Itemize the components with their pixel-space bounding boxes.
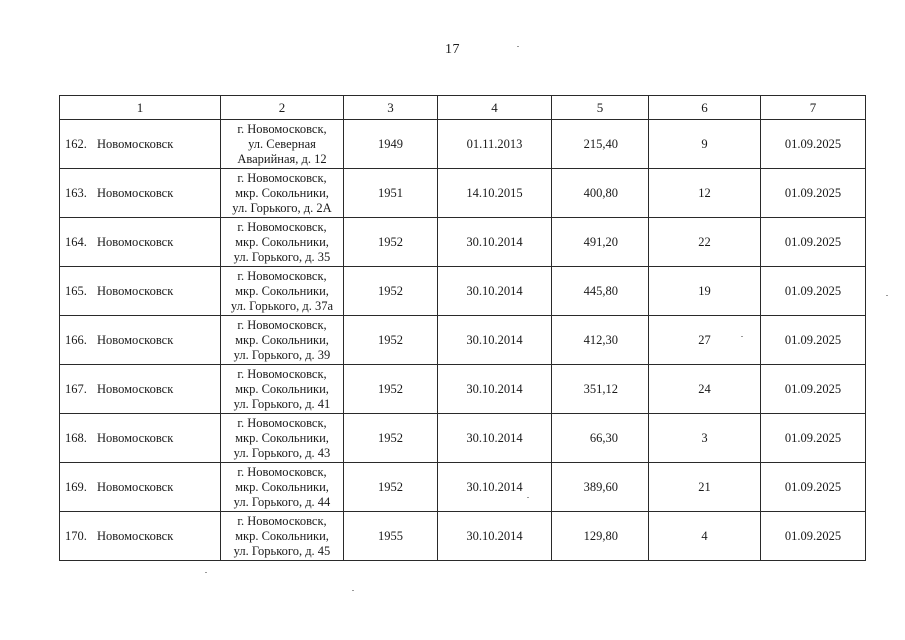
cell-date: 30.10.2014 — [438, 267, 552, 316]
row-number: 162. — [65, 136, 87, 151]
cell-name — [60, 463, 221, 512]
cell-residents: 24 — [649, 365, 761, 414]
cell-year: 1952 — [344, 267, 438, 316]
cell-residents: 21 — [649, 463, 761, 512]
row-number: 168. — [65, 430, 87, 445]
city-name: Новомосковск — [97, 136, 174, 151]
address-line: ул. Горького, д. 44 — [233, 494, 331, 509]
cell-residents: 3 — [649, 414, 761, 463]
cell-deadline: 01.09.2025 — [761, 365, 866, 414]
cell-name — [60, 316, 221, 365]
header-cell-3: 3 — [344, 96, 438, 120]
scan-speck — [517, 46, 519, 47]
address-line: г. Новомосковск, — [237, 219, 327, 234]
cell-date: 30.10.2014 — [438, 316, 552, 365]
cell-area: 389,60 — [552, 463, 649, 512]
cell-residents: 9 — [649, 120, 761, 169]
header-cell-5: 5 — [552, 96, 649, 120]
address-line: ул. Горького, д. 43 — [233, 445, 331, 460]
cell-year: 1952 — [344, 463, 438, 512]
table-row — [60, 414, 866, 463]
address-line: мкр. Сокольники, — [235, 185, 329, 200]
address-line: ул. Горького, д. 45 — [233, 543, 331, 558]
address-line: г. Новомосковск, — [237, 170, 327, 185]
cell-address — [221, 169, 344, 218]
cell-residents: 19 — [649, 267, 761, 316]
cell-year: 1952 — [344, 316, 438, 365]
cell-area: 66,30 — [552, 414, 649, 463]
cell-date: 01.11.2013 — [438, 120, 552, 169]
cell-name — [60, 169, 221, 218]
header-cell-6: 6 — [649, 96, 761, 120]
cell-area: 400,80 — [552, 169, 649, 218]
address-line: г. Новомосковск, — [237, 415, 327, 430]
cell-address — [221, 463, 344, 512]
address-line: г. Новомосковск, — [237, 121, 327, 136]
address-line: мкр. Сокольники, — [235, 479, 329, 494]
scan-speck — [741, 336, 743, 337]
address-line: Аварийная, д. 12 — [237, 151, 327, 166]
cell-year: 1952 — [344, 365, 438, 414]
table-row — [60, 169, 866, 218]
address-line: ул. Северная — [248, 136, 316, 151]
table-row — [60, 218, 866, 267]
row-number: 169. — [65, 479, 87, 494]
address-line: г. Новомосковск, — [237, 464, 327, 479]
address-line: ул. Горького, д. 2А — [232, 200, 332, 215]
address-line: мкр. Сокольники, — [235, 381, 329, 396]
cell-area: 445,80 — [552, 267, 649, 316]
table-row — [60, 512, 866, 561]
cell-area: 491,20 — [552, 218, 649, 267]
cell-address — [221, 316, 344, 365]
scan-speck — [527, 497, 529, 498]
city-name: Новомосковск — [97, 332, 174, 347]
address-line: мкр. Сокольники, — [235, 332, 329, 347]
table-row — [60, 316, 866, 365]
cell-date: 30.10.2014 — [438, 218, 552, 267]
address-line: г. Новомосковск, — [237, 513, 327, 528]
header-cell-1: 1 — [60, 96, 221, 120]
cell-address — [221, 365, 344, 414]
cell-deadline: 01.09.2025 — [761, 463, 866, 512]
cell-date: 30.10.2014 — [438, 365, 552, 414]
cell-residents: 22 — [649, 218, 761, 267]
cell-address — [221, 218, 344, 267]
cell-residents: 27 — [649, 316, 761, 365]
cell-area: 412,30 — [552, 316, 649, 365]
address-line: мкр. Сокольники, — [235, 430, 329, 445]
address-line: ул. Горького, д. 37а — [230, 298, 334, 313]
cell-year: 1952 — [344, 218, 438, 267]
header-cell-4: 4 — [438, 96, 552, 120]
address-line: мкр. Сокольники, — [235, 528, 329, 543]
address-line: г. Новомосковск, — [237, 366, 327, 381]
cell-name — [60, 120, 221, 169]
cell-name — [60, 512, 221, 561]
cell-date: 30.10.2014 — [438, 414, 552, 463]
header-row — [60, 96, 866, 120]
cell-deadline: 01.09.2025 — [761, 267, 866, 316]
city-name: Новомосковск — [97, 528, 174, 543]
cell-deadline: 01.09.2025 — [761, 169, 866, 218]
cell-area: 215,40 — [552, 120, 649, 169]
cell-year: 1952 — [344, 414, 438, 463]
row-number: 164. — [65, 234, 87, 249]
city-name: Новомосковск — [97, 283, 174, 298]
scan-speck — [352, 590, 354, 591]
cell-name — [60, 218, 221, 267]
table-row — [60, 365, 866, 414]
cell-deadline: 01.09.2025 — [761, 218, 866, 267]
row-number: 166. — [65, 332, 87, 347]
address-line: ул. Горького, д. 41 — [233, 396, 331, 411]
cell-area: 129,80 — [552, 512, 649, 561]
cell-deadline: 01.09.2025 — [761, 316, 866, 365]
scan-speck — [886, 295, 888, 296]
cell-address — [221, 120, 344, 169]
scan-speck — [205, 572, 207, 573]
table-body — [60, 120, 866, 561]
cell-address — [221, 414, 344, 463]
cell-date: 30.10.2014 — [438, 512, 552, 561]
cell-deadline: 01.09.2025 — [761, 512, 866, 561]
page-number: 17 — [445, 42, 460, 57]
row-number: 165. — [65, 283, 87, 298]
city-name: Новомосковск — [97, 430, 174, 445]
cell-address — [221, 267, 344, 316]
cell-year: 1955 — [344, 512, 438, 561]
address-line: ул. Горького, д. 35 — [233, 249, 331, 264]
city-name: Новомосковск — [97, 185, 174, 200]
address-line: мкр. Сокольники, — [235, 283, 329, 298]
cell-residents: 12 — [649, 169, 761, 218]
cell-deadline: 01.09.2025 — [761, 414, 866, 463]
city-name: Новомосковск — [97, 479, 174, 494]
table-row — [60, 267, 866, 316]
row-number: 170. — [65, 528, 87, 543]
table-row — [60, 463, 866, 512]
cell-residents: 4 — [649, 512, 761, 561]
table-row — [60, 120, 866, 169]
cell-year: 1951 — [344, 169, 438, 218]
address-line: мкр. Сокольники, — [235, 234, 329, 249]
cell-name — [60, 365, 221, 414]
cell-date: 14.10.2015 — [438, 169, 552, 218]
address-line: г. Новомосковск, — [237, 317, 327, 332]
row-number: 163. — [65, 185, 87, 200]
header-cell-2: 2 — [221, 96, 344, 120]
address-line: г. Новомосковск, — [237, 268, 327, 283]
cell-area: 351,12 — [552, 365, 649, 414]
cell-deadline: 01.09.2025 — [761, 120, 866, 169]
cell-date: 30.10.2014 — [438, 463, 552, 512]
header-cell-7: 7 — [761, 96, 866, 120]
cell-name — [60, 267, 221, 316]
cell-name — [60, 414, 221, 463]
housing-table — [59, 95, 866, 561]
address-line: ул. Горького, д. 39 — [233, 347, 331, 362]
city-name: Новомосковск — [97, 234, 174, 249]
city-name: Новомосковск — [97, 381, 174, 396]
cell-year: 1949 — [344, 120, 438, 169]
row-number: 167. — [65, 381, 87, 396]
cell-address — [221, 512, 344, 561]
